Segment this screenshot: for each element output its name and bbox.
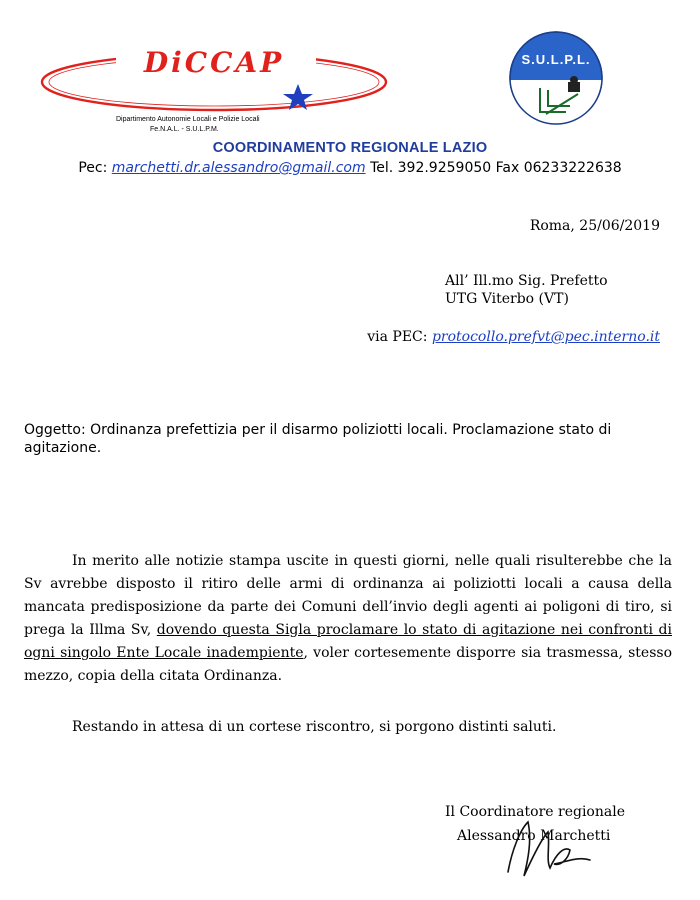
closing-title: Il Coordinatore regionale [445,804,625,820]
phone-number: Tel. 392.9259050 [370,160,492,176]
sulpl-wordmark: S.U.L.P.L. [521,52,591,67]
subject-line: Oggetto: Ordinanza prefettizia per il disarmo poliziotti locali. Proclamazione stato di agitazione. [24,422,612,456]
body-p1-text-a: In merito alle notizie stampa uscite in questi giorni, nelle quali risulterebbe che la Sv avrebbe disposto il ritiro delle armi di ordinanza ai poliziotti locali a causa della mancata predisposizione da parte dei Comuni dell’invio degli agenti ai poligoni di tiro, si prega la Illma Sv, [24,553,672,638]
sulpl-logo [508,30,604,126]
via-pec-line [367,328,660,346]
recipient-line-2: UTG Viterbo (VT) [445,291,569,307]
body-p1-text-b: , voler cortesemente disporre sia trasmessa, stesso mezzo, copia della citata Ordinanza. [24,645,672,684]
coordination-heading: COORDINAMENTO REGIONALE LAZIO [212,140,488,156]
logo-subtitle-1: Dipartimento Autonomie Locali e Polizie Locali [116,116,260,123]
recipient-line-1: All’ Ill.mo Sig. Prefetto [445,273,608,289]
via-pec-email-link[interactable]: protocollo.prefvt@pec.interno.it [431,329,660,345]
body-p1-underlined: dovendo questa Sigla proclamare lo stato di agitazione nei confronti di ogni singolo Ente Locale inadempiente [24,622,672,661]
closing-name: Alessandro Marchetti [457,828,611,844]
recipient-address [445,272,608,308]
pec-label: Pec: [78,160,108,176]
logo-subtitle-2: Fe.N.A.L. - S.U.L.P.M. [150,126,219,133]
body-paragraph-2: Restando in attesa di un cortese riscontro, si porgono distinti saluti. [72,719,557,735]
fax-number: Fax 06233222638 [495,160,622,176]
handwritten-signature [498,810,598,880]
via-pec-label: via PEC: [367,329,428,345]
contact-line [0,160,700,176]
place-date: Roma, 25/06/2019 [529,218,660,234]
diccap-wordmark: DiCCAP [143,46,285,79]
pec-email-link[interactable]: marchetti.dr.alessandro@gmail.com [111,160,366,176]
body-paragraph-1 [24,550,672,688]
